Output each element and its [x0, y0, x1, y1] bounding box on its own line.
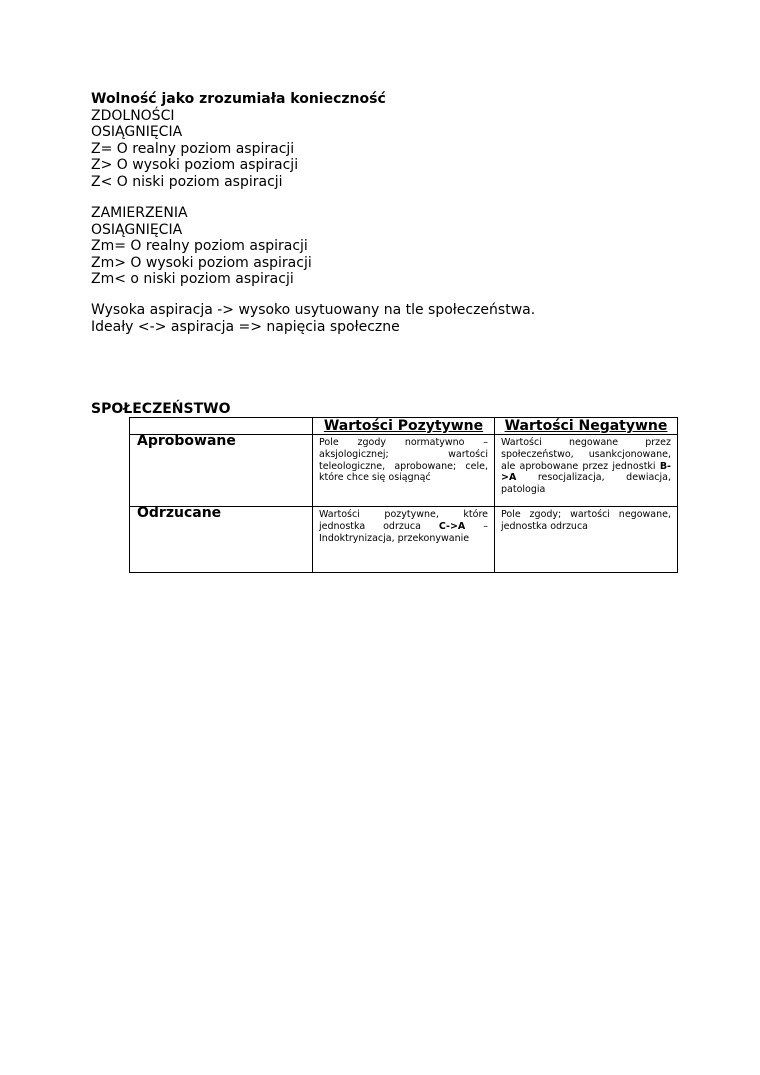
- aspiration-abilities-block: [91, 91, 386, 190]
- text-line: Z> O wysoki poziom aspiracji: [91, 157, 299, 173]
- cell-bold-text: C->A: [438, 520, 466, 532]
- row-label-rejected: Odrzucane: [130, 507, 313, 573]
- text-line: Zm= O realny poziom aspiracji: [91, 238, 308, 254]
- text-line: ZDOLNOŚCI: [91, 107, 175, 124]
- table-title: SPOŁECZEŃSTWO: [91, 401, 231, 417]
- cell-text: resocjalizacja, dewiacja, patologia: [501, 472, 671, 496]
- cell-text: – Indoktrynizacja, przekonywanie: [319, 520, 488, 544]
- values-table: [129, 417, 678, 573]
- text-line: OSIĄGNIĘCIA: [91, 221, 183, 238]
- text-line: Zm< o niski poziom aspiracji: [91, 271, 294, 287]
- cell-approved-positive: Pole zgody normatywno – aksjologicznej; wartości teleologiczne, aprobowane; cele, które chce się osiągnąć: [313, 435, 495, 507]
- text-line: Ideały <-> aspiracja => napięcia społeczne: [91, 318, 400, 335]
- summary-block: [91, 302, 535, 335]
- text-line: Z= O realny poziom aspiracji: [91, 140, 295, 157]
- aspiration-intentions-block: [91, 205, 312, 288]
- table-header-negative: Wartości Negatywne: [495, 418, 678, 435]
- cell-bold-text: B->A: [501, 460, 671, 484]
- text-line: Wysoka aspiracja -> wysoko usytuowany na tle społeczeństwa.: [91, 302, 536, 318]
- cell-approved-negative: [495, 435, 678, 507]
- cell-rejected-positive: [313, 507, 495, 573]
- cell-rejected-negative: Pole zgody; wartości negowane, jednostka odrzuca: [495, 507, 678, 573]
- table-header-row: [130, 418, 678, 435]
- text-line: Z< O niski poziom aspiracji: [91, 173, 283, 190]
- row-label-approved: Aprobowane: [130, 435, 313, 507]
- cell-text: Wartości negowane przez społeczeństwo, usankcjonowane, ale aprobowane przez jednostki: [501, 437, 671, 472]
- text-line: OSIĄGNIĘCIA: [91, 124, 183, 140]
- document-title: Wolność jako zrozumiała konieczność: [91, 91, 386, 107]
- text-line: Zm> O wysoki poziom aspiracji: [91, 254, 312, 271]
- table-row: [130, 507, 678, 573]
- table-header-positive: Wartości Pozytywne: [313, 418, 495, 435]
- cell-text: Wartości pozytywne, które jednostka odrzuca: [319, 509, 488, 532]
- text-line: ZAMIERZENIA: [91, 205, 188, 221]
- table-header-empty: [130, 418, 313, 435]
- table-row: [130, 435, 678, 507]
